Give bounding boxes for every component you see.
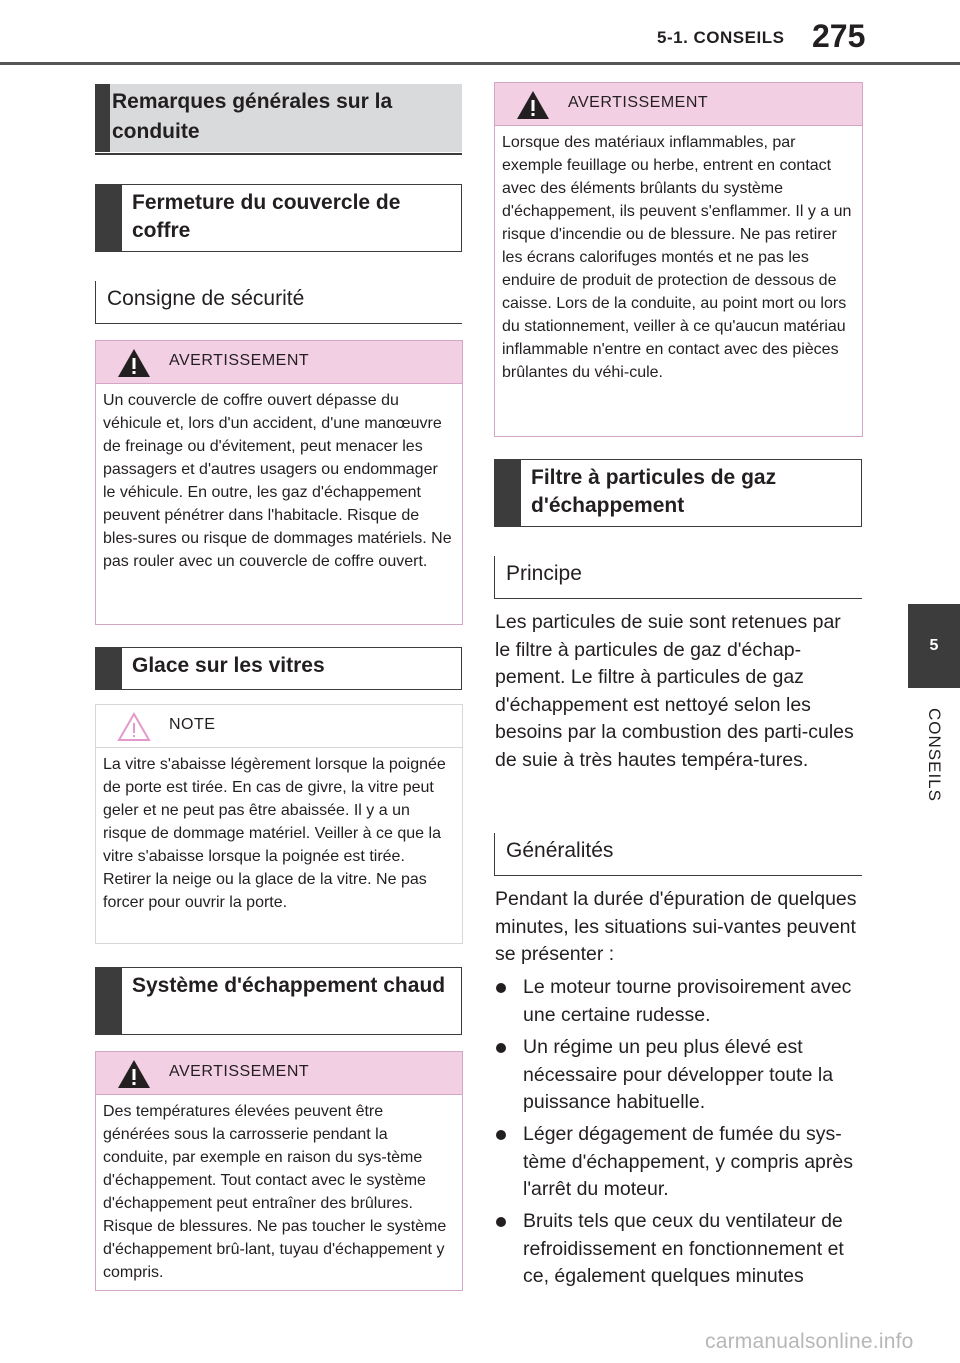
watermark: carmanualsonline.info (705, 1330, 914, 1353)
subheading-general (494, 833, 862, 876)
chapter-tab-label[interactable] (908, 690, 960, 820)
subheading-safety-text: Consigne de sécurité (107, 287, 305, 310)
heading-ice-text: Glace sur les vitres (132, 654, 325, 677)
principle-paragraph: Les particules de suie sont retenues par le filtre à particules de gaz d'échap-pement. Le filtre à particules de gaz d'échappement est nettoyé selon les besoins par la combustion des parti-cules de suie à très hautes tempéra-tures. (495, 611, 854, 771)
heading-underline (95, 153, 462, 155)
list-item-text: Léger dégagement de fumée du sys-tème d'échappement, y compris après l'arrêt du moteur. (523, 1123, 853, 1200)
heading-ice (95, 647, 462, 690)
warning-title: AVERTISSEMENT (169, 1063, 310, 1080)
warning-text: Des températures élevées peuvent être générées sous la carrosserie pendant la conduite, par exemple en raison du sys-tème d'échappement. Tout contact avec le système d'échappement peut entraîner des brûlures. Risque de blessures. Ne pas toucher le système d'échappement brû-lant, tuyau d'échappement y compris. (103, 1103, 447, 1281)
list-item (496, 1208, 862, 1292)
chapter-tab-label-text: CONSEILS (925, 708, 944, 802)
subheading-safety (95, 281, 462, 324)
warning-box-trunk (95, 340, 463, 625)
general-paragraph: Pendant la durée d'épuration de quelques minutes, les situations sui-vantes peuvent se présenter : (495, 888, 857, 965)
section-title: 5-1. CONSEILS (657, 28, 785, 47)
warning-text: Lorsque des matériaux inflammables, par exemple feuillage ou herbe, entrent en contact avec des éléments brûlants du système d'échappement, ils peuvent s'enflammer. Il y a un risque d'incendie ou de blessure. Ne pas retirer les écrans calorifuges montés et ne pas les enduire de produit de protection de dessous de caisse. Lors de la conduite, au point mort ou lors du stationnement, veiller à ce qu'aucun matériau inflammable n'entre en contact avec des pièces brûlantes du véhi-cule. (502, 134, 852, 381)
bullet-dot (496, 983, 506, 993)
header-rule (0, 62, 960, 65)
warning-triangle-icon (116, 1058, 152, 1090)
warning-text: Un couvercle de coffre ouvert dépasse du véhicule et, lors d'un accident, d'une manœuvre de freinage ou d'évitement, peut menacer les passagers et d'autres usagers ou endommager le véhicule. En outre, les gaz d'échappement peuvent pénétrer dans l'habitacle. Risque de bles-sures ou risque de dommages matériels. Ne pas rouler avec un couvercle de coffre ouvert. (103, 392, 452, 570)
heading-bar (96, 185, 122, 251)
heading-bar (96, 968, 122, 1034)
note-box-ice (95, 704, 463, 944)
list-item-text: Bruits tels que ceux du ventilateur de refroidissement en fonctionnement et ce, également quelques minutes (523, 1210, 844, 1287)
heading-bar (96, 648, 122, 689)
warning-title: AVERTISSEMENT (169, 352, 310, 369)
list-item-text: Un régime un peu plus élevé est nécessaire pour développer toute la puissance habituelle. (523, 1036, 834, 1113)
bullet-dot (496, 1043, 506, 1053)
warning-header (96, 341, 462, 384)
warning-box-exhaust (95, 1051, 463, 1291)
heading-particle-filter (494, 459, 862, 527)
list-item (496, 974, 862, 1030)
bullet-dot (496, 1130, 506, 1140)
heading-bar (495, 460, 521, 526)
warning-title: AVERTISSEMENT (568, 94, 709, 111)
warning-header (96, 1052, 462, 1095)
warning-box-flammable (494, 82, 863, 437)
chapter-tab-number[interactable]: 5 (908, 604, 960, 688)
subheading-principle-text: Principe (506, 562, 582, 585)
list-item (496, 1121, 862, 1205)
main-heading (95, 84, 462, 152)
heading-hot-exhaust (95, 967, 462, 1035)
main-heading-text: Remarques générales sur la conduite (112, 90, 393, 143)
heading-bar (95, 84, 110, 152)
subheading-principle (494, 556, 862, 599)
note-header (96, 705, 462, 748)
caution-triangle-outline-icon (116, 711, 152, 743)
note-title: NOTE (169, 716, 216, 733)
heading-hot-exhaust-text: Système d'échappement chaud (132, 974, 446, 997)
list-item (496, 1034, 862, 1118)
warning-triangle-icon (515, 89, 551, 121)
heading-trunk-lid-text: Fermeture du couvercle de coffre (132, 191, 401, 242)
warning-header (495, 83, 862, 126)
warning-triangle-icon (116, 347, 152, 379)
subheading-general-text: Généralités (506, 839, 614, 862)
page-number: 275 (812, 18, 866, 54)
heading-particle-filter-text: Filtre à particules de gaz d'échappement (531, 466, 777, 517)
list-item-text: Le moteur tourne provisoirement avec une certaine rudesse. (523, 976, 852, 1026)
note-text: La vitre s'abaisse légèrement lorsque la poignée de porte est tirée. En cas de givre, la vitre peut geler et ne peut pas être abaissée. Il y a un risque de dommage matériel. Veiller à ce que la vitre s'abaisse lorsque la poignée est tirée. Retirer la neige ou la glace de la vitre. Ne pas forcer pour ouvrir la porte. (103, 756, 446, 911)
bullet-dot (496, 1217, 506, 1227)
heading-trunk-lid (95, 184, 462, 252)
